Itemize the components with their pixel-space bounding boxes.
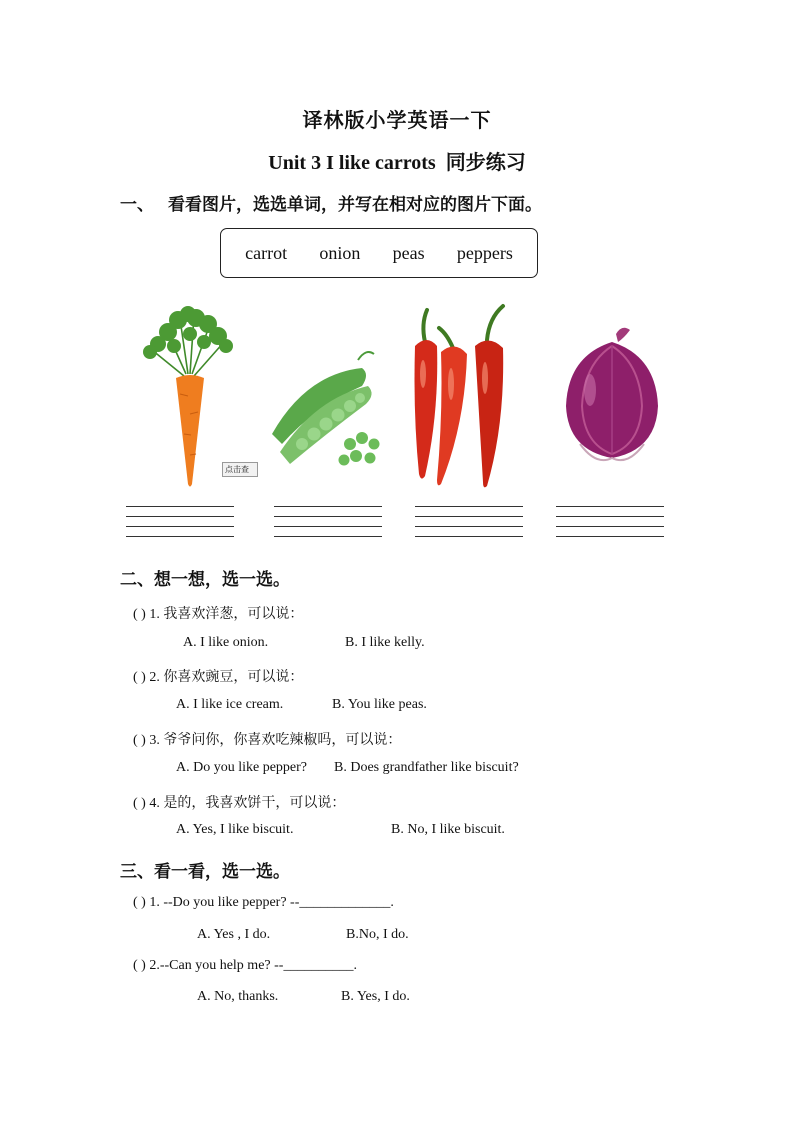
peppers-picture	[403, 294, 511, 490]
carrot-picture	[128, 294, 258, 494]
question-text: 1. --Do you like pepper? --_____________.	[149, 895, 394, 910]
onion-icon	[560, 294, 664, 494]
peas-picture	[266, 294, 386, 494]
word-bank-word: carrot	[245, 242, 288, 263]
word-bank-word: peas	[392, 242, 425, 263]
word-bank-word: peppers	[456, 242, 513, 263]
writing-lines-carrot[interactable]	[126, 506, 234, 546]
question-text: 我喜欢洋葱，可以说：	[163, 606, 304, 622]
option-a: A. I like onion.	[183, 635, 269, 650]
section2-question-3	[133, 729, 401, 749]
answer-blank[interactable]: ( )	[133, 670, 146, 685]
option-a: A. No, thanks.	[197, 989, 279, 1004]
onion-picture	[560, 294, 664, 494]
word-bank-word: onion	[319, 242, 361, 263]
answer-blank[interactable]: ( )	[133, 895, 146, 910]
option-b: B. I like kelly.	[345, 635, 425, 650]
section1-instruction: 看看图片，选选单词，并写在相对应的图片下面。	[168, 195, 542, 215]
answer-blank[interactable]: ( )	[133, 958, 146, 973]
section2-question-2	[133, 666, 303, 686]
option-b: B. No, I like biscuit.	[391, 822, 505, 837]
answer-blank[interactable]: ( )	[133, 733, 146, 748]
question-text: 是的，我喜欢饼干，可以说：	[163, 795, 346, 811]
writing-lines-peas[interactable]	[274, 506, 382, 546]
question-number: 4.	[149, 796, 160, 811]
question-text: 爷爷问你，你喜欢吃辣椒吗，可以说：	[163, 732, 402, 748]
subtitle-chinese: 同步练习	[445, 150, 526, 174]
option-b: B. Does grandfather like biscuit?	[334, 760, 519, 775]
question-number: 3.	[149, 733, 160, 748]
option-a: A. Do you like pepper?	[176, 760, 308, 775]
subtitle-english: Unit 3 I like carrots	[268, 152, 436, 174]
writing-lines-peppers[interactable]	[415, 506, 523, 546]
option-a: A. Yes, I like biscuit.	[176, 822, 294, 837]
section2-question-1	[133, 603, 303, 623]
worksheet-title: 译林版小学英语一下	[302, 108, 492, 132]
option-b: B.No, I do.	[346, 927, 409, 942]
section3-question-2	[133, 958, 357, 974]
section3-question-1	[133, 895, 394, 911]
question-text: 2.--Can you help me? --__________.	[149, 958, 357, 973]
word-bank-box	[220, 228, 538, 278]
option-b: B. You like peas.	[332, 697, 427, 712]
section1-number: 一、	[120, 195, 154, 215]
image-overlay-label: 点击查	[222, 462, 258, 477]
peas-icon	[266, 294, 386, 494]
peppers-icon	[403, 294, 511, 490]
question-text: 你喜欢豌豆，可以说：	[163, 669, 304, 685]
writing-lines-onion[interactable]	[556, 506, 664, 546]
section3-heading: 三、看一看，选一选。	[120, 862, 290, 882]
option-a: A. Yes , I do.	[197, 927, 271, 942]
section2-question-4	[133, 792, 345, 812]
answer-blank[interactable]: ( )	[133, 607, 146, 622]
worksheet-subtitle	[0, 146, 794, 175]
answer-blank[interactable]: ( )	[133, 796, 146, 811]
section2-heading: 二、想一想，选一选。	[120, 570, 290, 590]
option-a: A. I like ice cream.	[176, 697, 284, 712]
option-b: B. Yes, I do.	[341, 989, 410, 1004]
section1-heading	[120, 190, 542, 215]
question-number: 2.	[149, 670, 160, 685]
question-number: 1.	[149, 607, 160, 622]
